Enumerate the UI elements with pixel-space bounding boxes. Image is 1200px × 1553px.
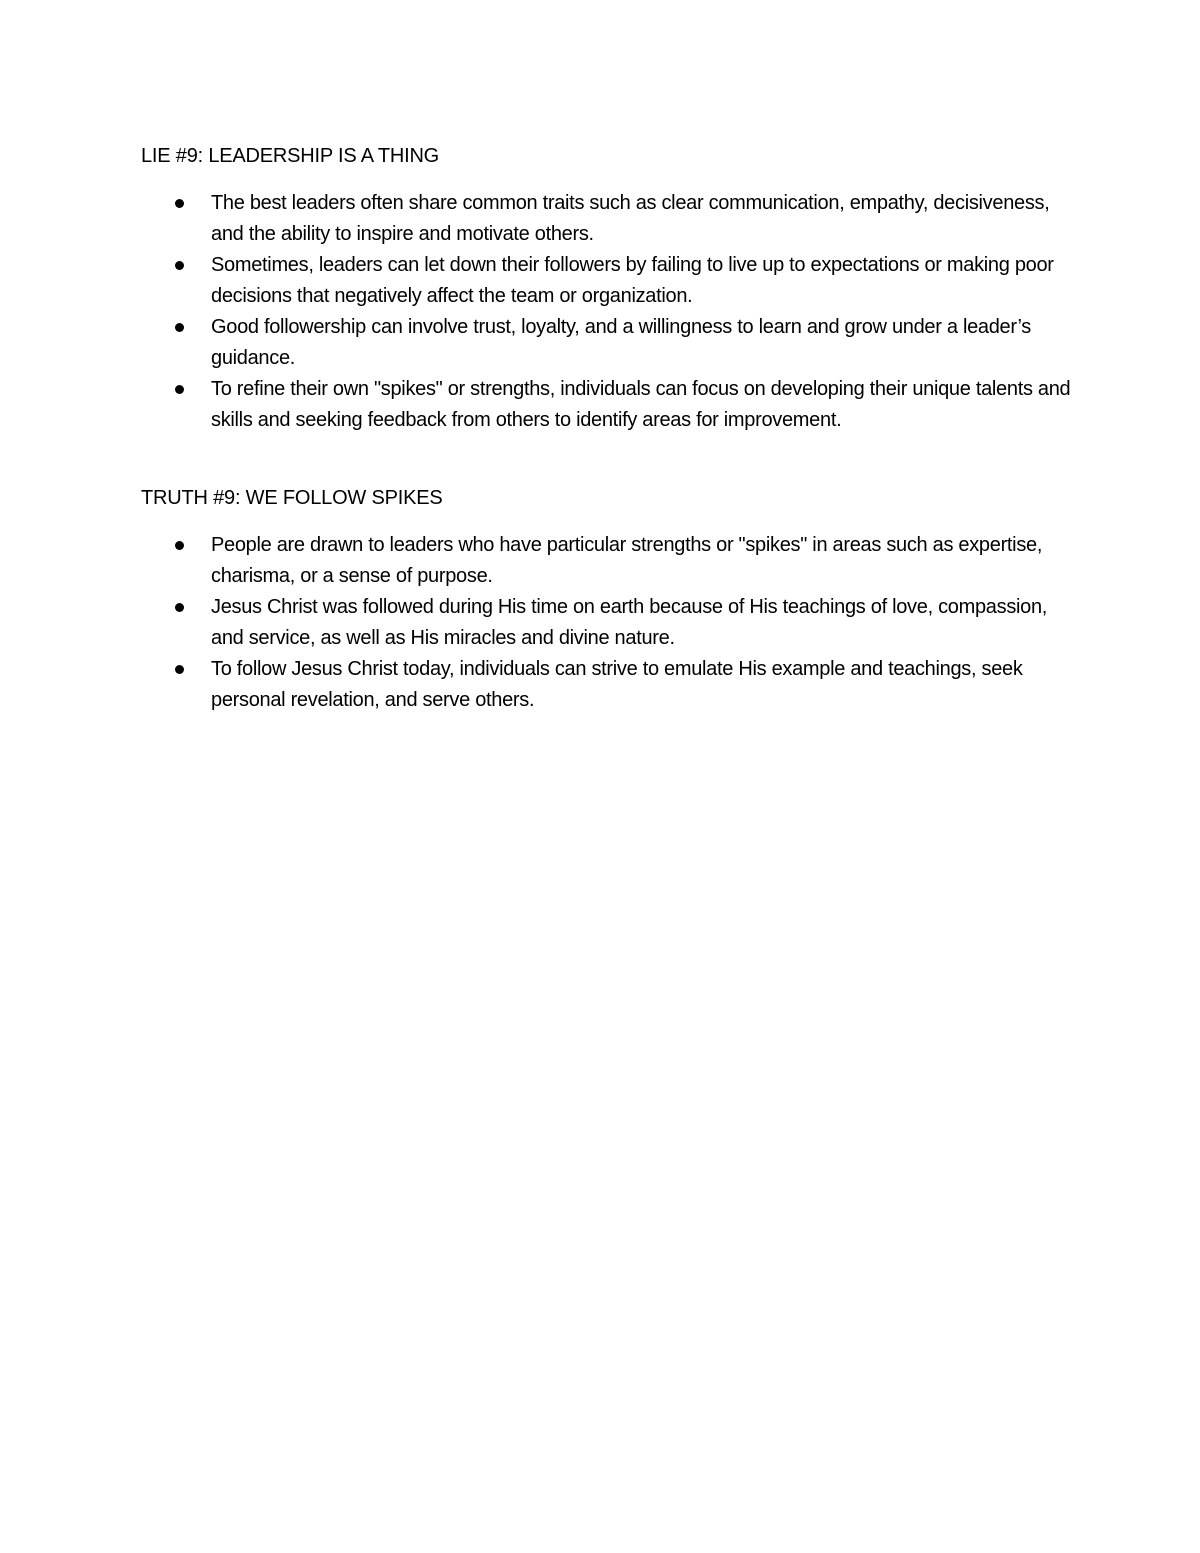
list-item (141, 654, 1081, 716)
list-item-text: People are drawn to leaders who have particular strengths or "spikes" in areas such as expertise, charisma, or a sense of purpose. (211, 534, 1043, 587)
section-lie (141, 144, 1081, 436)
section-heading: TRUTH #9: WE FOLLOW SPIKES (141, 487, 443, 509)
list-item-text: Good followership can involve trust, loyalty, and a willingness to learn and grow under a leader’s guidance. (211, 316, 1031, 369)
bullet-icon (175, 541, 184, 550)
list-item (141, 374, 1081, 436)
list-item (141, 250, 1081, 312)
bullet-icon (175, 323, 184, 332)
section-truth (141, 486, 1081, 716)
bullet-icon (175, 385, 184, 394)
list-item (141, 312, 1081, 374)
bullet-icon (175, 261, 184, 270)
bullet-list (141, 530, 1081, 716)
bullet-icon (175, 603, 184, 612)
bullet-icon (175, 665, 184, 674)
list-item-text: To refine their own "spikes" or strengths, individuals can focus on developing their unique talents and skills and seeking feedback from others to identify areas for improvement. (211, 378, 1071, 431)
bullet-list (141, 188, 1081, 436)
list-item (141, 188, 1081, 250)
list-item-text: Jesus Christ was followed during His time on earth because of His teachings of love, compassion, and service, as well as His miracles and divine nature. (211, 596, 1048, 649)
list-item-text: The best leaders often share common traits such as clear communication, empathy, decisiveness, and the ability to inspire and motivate others. (211, 192, 1050, 245)
list-item (141, 530, 1081, 592)
section-heading: LIE #9: LEADERSHIP IS A THING (141, 145, 440, 167)
bullet-icon (175, 199, 184, 208)
list-item (141, 592, 1081, 654)
list-item-text: To follow Jesus Christ today, individuals can strive to emulate His example and teachings, seek personal revelation, and serve others. (211, 658, 1023, 711)
list-item-text: Sometimes, leaders can let down their followers by failing to live up to expectations or making poor decisions that negatively affect the team or organization. (211, 254, 1054, 307)
